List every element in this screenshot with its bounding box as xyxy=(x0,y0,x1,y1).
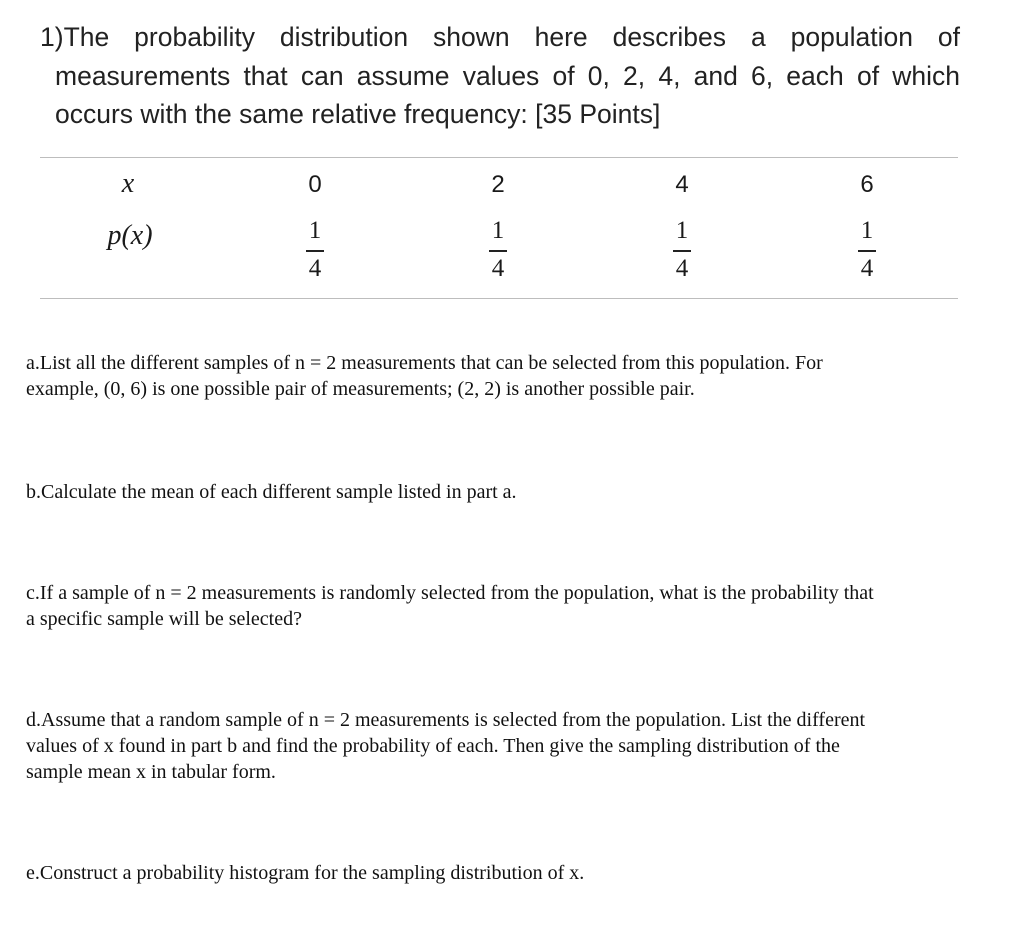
question-c-line-1: c.If a sample of n = 2 measurements is randomly selected from the population, what is the probability that xyxy=(26,582,874,604)
intro-line-1: 1)The probability distribution shown here describes a population of xyxy=(40,22,960,52)
question-b-line-1: b.Calculate the mean of each different sample listed in part a. xyxy=(26,481,517,503)
table-top-rule xyxy=(40,157,958,158)
fraction-bar xyxy=(306,250,324,252)
fraction-bar xyxy=(858,250,876,252)
question-d-line-1: d.Assume that a random sample of n = 2 measurements is selected from the population. List the different xyxy=(26,709,866,731)
question-c-line-2: a specific sample will be selected? xyxy=(26,608,302,630)
fraction-bar xyxy=(673,250,691,252)
x-value-3: 6 xyxy=(860,171,874,198)
question-a-line-1: a.List all the different samples of n = 2 measurements that can be selected from this population. For xyxy=(26,352,823,374)
question-d-line-2: values of x found in part b and find the probability of each. Then give the sampling distribution of the xyxy=(26,735,840,757)
probability-fraction xyxy=(847,218,887,282)
question-d xyxy=(26,707,988,785)
question-a xyxy=(26,350,988,402)
probability-fraction xyxy=(478,218,518,282)
table-bottom-rule xyxy=(40,298,958,299)
fraction-numerator: 1 xyxy=(675,217,689,244)
question-e xyxy=(26,860,988,886)
fraction-denominator: 4 xyxy=(308,255,322,282)
fraction-numerator: 1 xyxy=(860,217,874,244)
question-a-line-2: example, (0, 6) is one possible pair of measurements; (2, 2) is another possible pair. xyxy=(26,378,695,400)
question-e-line-1: e.Construct a probability histogram for the sampling distribution of x. xyxy=(26,862,585,884)
fraction-denominator: 4 xyxy=(491,255,505,282)
fraction-bar xyxy=(489,250,507,252)
intro-line-2: measurements that can assume values of 0, 2, 4, and 6, each of which xyxy=(55,60,960,91)
probability-fraction xyxy=(662,218,702,282)
probability-fraction xyxy=(295,218,335,282)
fraction-denominator: 4 xyxy=(860,255,874,282)
x-label: x xyxy=(121,168,135,199)
px-label: p(x) xyxy=(107,220,153,251)
fraction-numerator: 1 xyxy=(491,217,505,244)
x-value-2: 4 xyxy=(675,171,689,198)
intro-line-3: occurs with the same relative frequency: [35 Points] xyxy=(55,99,661,129)
problem-intro xyxy=(40,18,960,134)
x-value-0: 0 xyxy=(308,171,322,198)
question-b xyxy=(26,479,988,505)
fraction-denominator: 4 xyxy=(675,255,689,282)
fraction-numerator: 1 xyxy=(308,217,322,244)
question-d-line-3: sample mean x in tabular form. xyxy=(26,761,276,783)
x-value-1: 2 xyxy=(491,171,505,198)
question-c xyxy=(26,580,988,632)
